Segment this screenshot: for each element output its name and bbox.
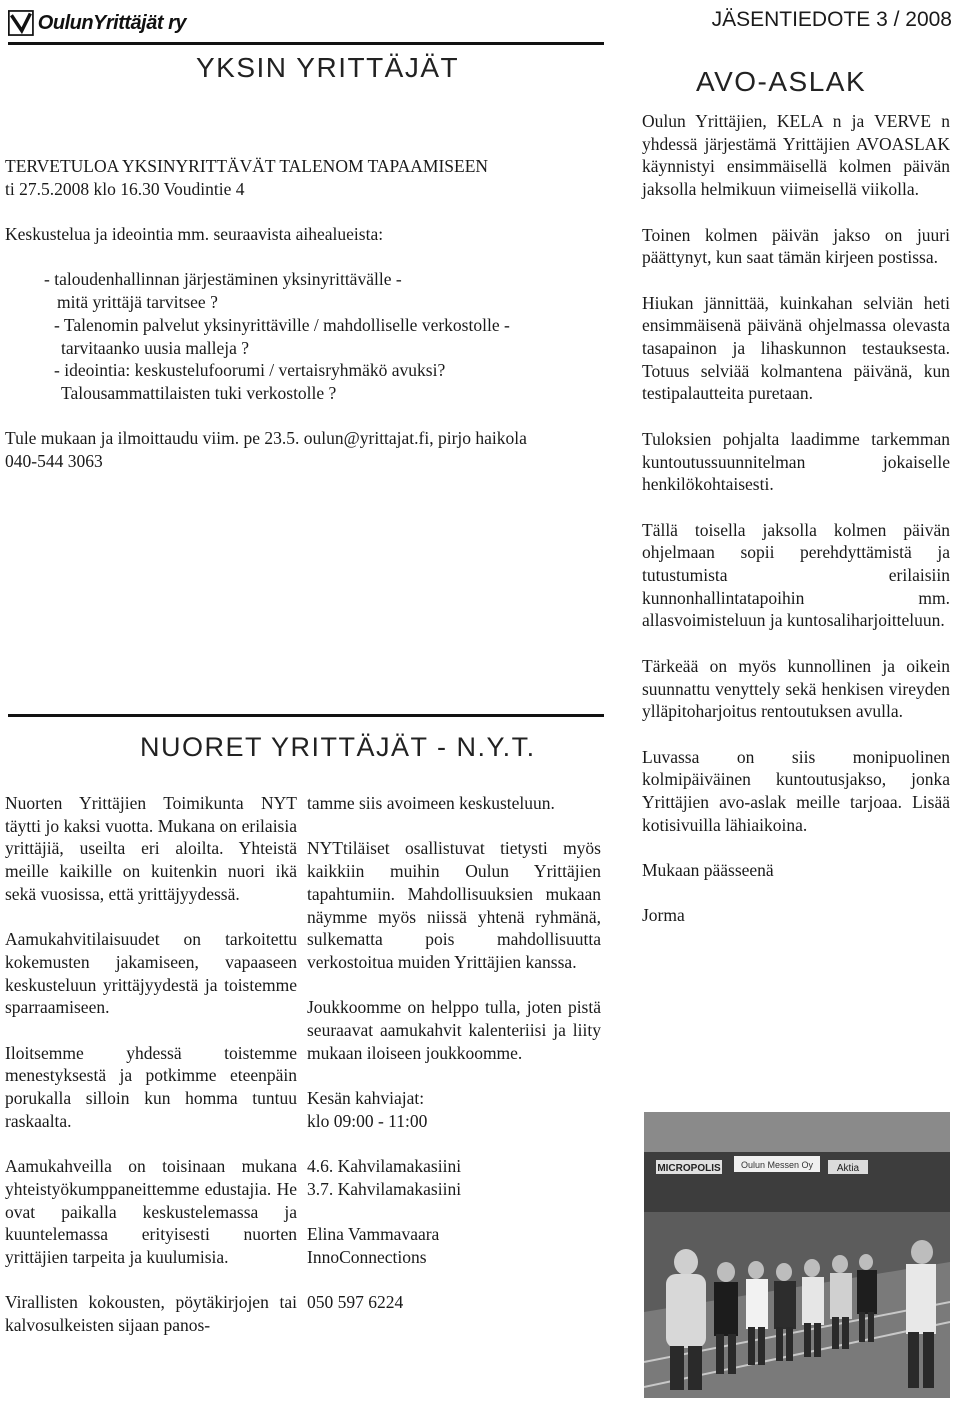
section-yksin-body (5, 155, 603, 473)
schedule-date: 4.6. Kahvilamakasiini (307, 1156, 462, 1177)
group-photo (644, 1112, 950, 1398)
text-line: - taloudenhallinnan järjestäminen yksinyrittävälle - (44, 269, 402, 290)
signature-name: Jorma (642, 905, 685, 926)
photo-sign-text: Oulun Messen Oy (740, 1160, 814, 1170)
sign-off: Mukaan päässeenä (642, 860, 774, 881)
paragraph: Oulun Yrittäjien, KELA n ja VERVE n yhdessä järjestämä Yrittäjien AVOASLAK käynnistyi ensimmäisellä kolmen päivän jaksolla helmikuun viimeisellä viikolla. (642, 111, 950, 200)
schedule (307, 1087, 601, 1132)
section-nyt-col-a (5, 792, 297, 1360)
logo-mark-icon (8, 8, 34, 38)
text-line: Keskustelua ja ideointia mm. seuraavista aihealueista: (5, 224, 384, 245)
text-line: tarvitaanko uusia malleja ? (61, 337, 250, 358)
paragraph: Aamukahveilla on toisinaan mukana yhteistyökumppaneittemme edustajia. He ovat paikalla keskustelemassa ja kuuntelemassa erityisesti nuorten yrittäjien tarpeita ja kuulumisia. (5, 1156, 297, 1268)
contact (307, 1223, 601, 1268)
paragraph: Toinen kolmen päivän jakso on juuri päättynyt, kun saat tämän kirjeen postissa. (642, 224, 950, 268)
issue-label: JÄSENTIEDOTE 3 / 2008 (711, 8, 952, 31)
text-line: 040-544 3063 (5, 451, 103, 472)
schedule-time: klo 09:00 - 11:00 (307, 1110, 428, 1131)
contact-name: Elina Vammavaara (307, 1224, 440, 1245)
org-name: OulunYrittäjät ry (37, 11, 186, 34)
schedule-dates (307, 1155, 601, 1200)
text-line: ti 27.5.2008 klo 16.30 Voudintie 4 (5, 178, 245, 199)
paragraph: Luvassa on siis monipuolinen kolmipäiväinen kuntoutusjakso, jonka Yrittäjien avo-aslak meille tarjoaa. Lisää kotisivuilla lähiaikoina. (642, 746, 950, 835)
section-avo-aslak-body (642, 110, 950, 950)
paragraph: Hiukan jännittää, kuinkahan selviän heti ensimmäisenä päivänä ohjelmassa olevasta tasapainon ja lihaskunnon testauksesta. Totuus selviää kolmantena päivänä, kun testipalautteita puretaan. (642, 292, 950, 404)
paragraph: Tällä toisella jaksolla kolmen päivän ohjelmaan sopii perehdyttämistä ja tutustumista erilaisiin kunnonhallintatapoihin mm. allasvoimisteluun ja kuntosaliharjoitteluun. (642, 519, 950, 631)
paragraph: Iloitsemme yhdessä toistemme menestyksestä ja potkimme eteenpäin porukalla silloin kun homma tuntuu raskaalta. (5, 1042, 297, 1131)
photo-sign-text: Aktia (836, 1163, 860, 1174)
photo-sign-text: MICROPOLIS (657, 1163, 721, 1174)
section-heading-yksin: YKSIN YRITTÄJÄT (196, 52, 460, 83)
section-rule (8, 714, 604, 717)
paragraph: Joukkoomme on helppo tulla, joten pistä seuraavat aamukahvit kalenteriisi ja liity mukaan iloiseen joukkoomme. (307, 997, 601, 1063)
section-nyt-col-b (307, 792, 601, 1337)
text-line: mitä yrittäjä tarvitsee ? (57, 292, 218, 313)
org-logo (8, 6, 186, 40)
paragraph: Virallisten kokousten, pöytäkirjojen tai kalvosulkeisten sijaan panos- (5, 1292, 297, 1336)
schedule-title: Kesän kahviajat: (307, 1088, 425, 1109)
text-line: Tule mukaan ja ilmoittaudu viim. pe 23.5. oulun@yrittajat.fi, pirjo haikola (5, 428, 527, 449)
paragraph: Tuloksien pohjalta laadimme tarkemman kuntoutussuunnitelman jokaiselle henkilökohtaisesti. (642, 428, 950, 495)
text-line: TERVETULOA YKSINYRITTÄVÄT TALENOM TAPAAMISEEN (5, 156, 489, 176)
text-line: Talousammattilaisten tuki verkostolle ? (61, 383, 337, 403)
section-heading-avo-aslak: AVO-ASLAK (696, 66, 867, 97)
text-line: - ideointia: keskustelufoorumi / vertaisryhmäkö avuksi? (54, 360, 446, 381)
schedule-date: 3.7. Kahvilamakasiini (307, 1178, 462, 1199)
contact-company: InnoConnections (307, 1246, 427, 1267)
paragraph: Nuorten Yrittäjien Toimikunta NYT täytti jo kaksi vuotta. Mukana on erilaisia yrittäjiä, useilta eri aloilta. Yhteistä meille kaikille on kuitenkin nuori ikä sekä vuosissa, että yrittäjyydessä. (5, 793, 297, 904)
contact-phone: 050 597 6224 (307, 1292, 404, 1313)
text-line: - Talenomin palvelut yksinyrittäville / mahdolliselle verkostolle - (54, 314, 510, 335)
header-rule (8, 42, 604, 45)
section-heading-nyt: NUORET YRITTÄJÄT - N.Y.T. (140, 732, 536, 762)
paragraph: NYTtiläiset osallistuvat tietysti myös kaikkiin muihin Oulun Yrittäjien tapahtumiin. Mahdollisuuksien mukaan näymme myös niissä yhtenä ryhmänä, sulkematta pois mahdollisuutta verkostoitua muiden Yrittäjien kanssa. (307, 838, 601, 972)
paragraph: tamme siis avoimeen keskusteluun. (307, 793, 555, 813)
paragraph: Aamukahvitilaisuudet on tarkoitettu kokemusten jakamiseen, vapaaseen keskusteluun yrittäjyydestä ja toistemme sparraamiseen. (5, 929, 297, 1018)
paragraph: Tärkeää on myös kunnollinen ja oikein suunnattu venyttely sekä henkisen vireyden ylläpitoharjoitus rentoutuksen avulla. (642, 655, 950, 722)
